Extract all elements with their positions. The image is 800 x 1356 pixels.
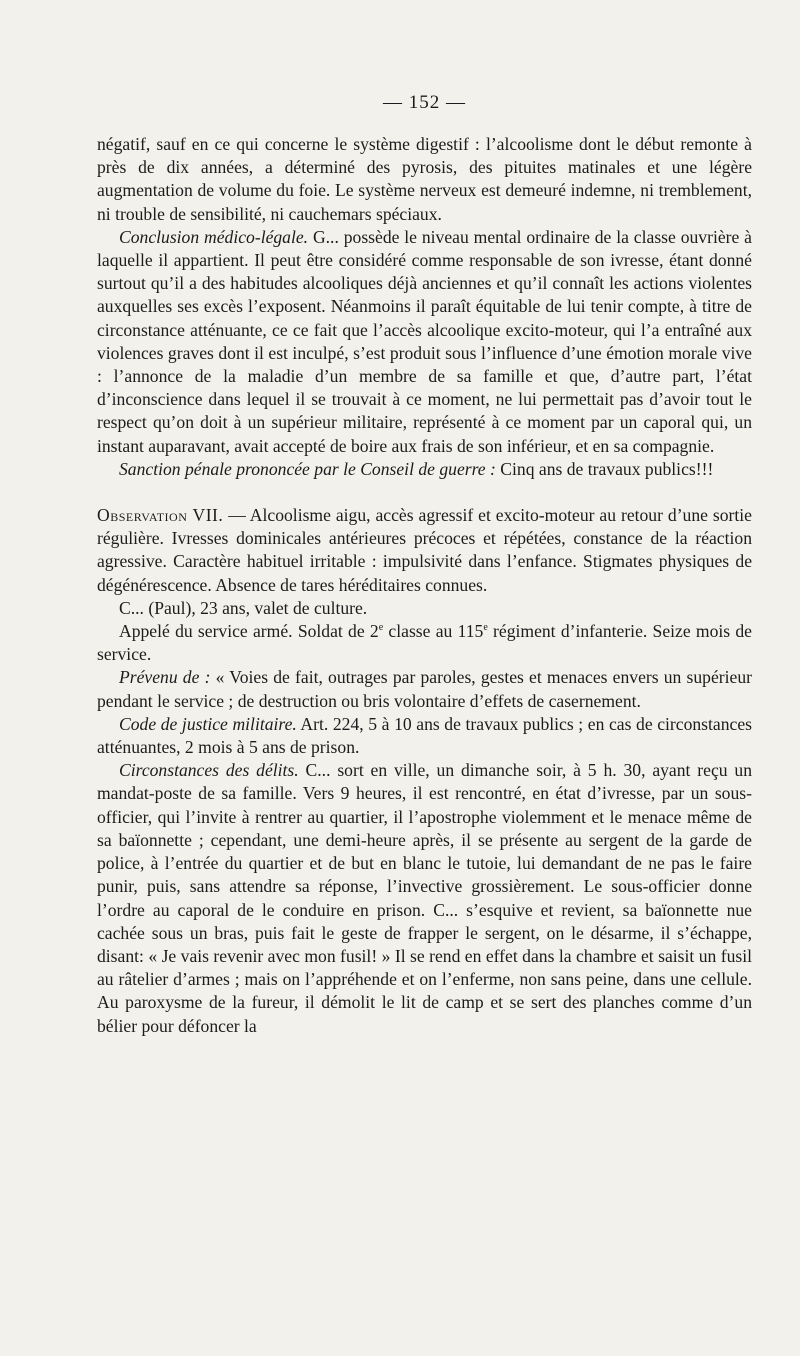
paragraph-penal-sanction [97, 458, 752, 481]
sanction-heading: Sanction pénale prononcée par le Conseil de guerre : [119, 458, 496, 479]
code-text: Art. 224, 5 à 10 ans de travaux publics ; en cas de circonstances atténuantes, 2 mois à 5 ans de prison. [97, 713, 752, 758]
observation-text: — Alcoolisme aigu, accès agressif et excito-moteur au retour d’une sortie régulière. Ivresses dominicales antérieures précoces et répétées, constance de la réaction agressive. Caractère habituel irritable : impulsivité dans l’enfance. Stigmates physiques de dégénérescence. Absence de tares héréditaires connues. [97, 505, 752, 595]
service-text-a: Appelé du service armé. Soldat de 2 [119, 621, 379, 642]
observation-heading: Observation VII. [97, 505, 224, 526]
paragraph-circumstances [97, 759, 752, 1037]
charges-heading: Prévenu de : [119, 667, 211, 688]
sanction-text: Cinq ans de travaux publics!!! [495, 458, 714, 479]
superscript-e: e [483, 622, 488, 634]
paragraph-medico-legal-conclusion [97, 226, 752, 458]
paragraph-military-service [97, 620, 752, 666]
circumstances-heading: Circonstances des délits. [119, 760, 299, 781]
service-text-b: classe au 115 [383, 621, 484, 642]
conclusion-heading: Conclusion médico-légale. [119, 226, 309, 247]
code-heading: Code de justice militaire. [119, 713, 297, 734]
page-number: — 152 — [383, 92, 466, 113]
conclusion-text: G... possède le niveau mental ordinaire de la classe ouvrière à laquelle il appartient. Il peut être considéré comme responsable de son ivresse, étant donné surtout qu’il a des habitudes alcooliques déjà anciennes et qu’il connaît les actions violentes auxquelles ses excès l’exposent. Néanmoins il paraît équitable de lui tenir compte, à titre de circonstance atténuante, ce ce fait que l’accès alcoolique excito-moteur, qui l’a entraîné aux violences graves dont il est inculpé, s’est produit sous l’influence d’une émotion morale vive : l’annonce de la maladie d’un membre de sa famille et que, d’autre part, l’état d’inconscience dans lequel il se trouvait à ce moment, ne lui permettait pas d’avoir tout le respect qu’on doit à un supérieur militaire, représenté à ce moment par un caporal qui, un instant auparavant, avait accepté de boire aux frais de son inférieur, et en sa compagnie. [97, 226, 752, 456]
paragraph-charges [97, 666, 752, 712]
service-text-c: régiment d’infanterie. Seize mois de service. [97, 621, 752, 665]
paragraph-observation-vii [97, 504, 752, 597]
paragraph-patient-identity: C... (Paul), 23 ans, valet de culture. [119, 597, 368, 618]
charges-text: « Voies de fait, outrages par paroles, gestes et menaces envers un supérieur pendant le service ; de destruction ou bris volontaire d’effets de casernement. [97, 667, 752, 711]
circumstances-text: C... sort en ville, un dimanche soir, à 5 h. 30, ayant reçu un mandat-poste de sa famille. Vers 9 heures, il est rencontré, en état d’ivresse, par un sous-officier, qui l’invite à rentrer au quartier, il l’apostrophe violemment et le menace même de sa baïonnette ; cependant, une demi-heure après, il se présente au sergent de la garde de police, à l’entrée du quartier et de but en blanc le tutoie, lui demandant de ne pas le faire punir, puis, sans attendre sa réponse, l’invective grossièrement. Le sous-officier donne l’ordre au caporal de le conduire en prison. C... s’esquive et revient, sa baïonnette nue cachée sous un bras, puis fait le geste de frapper le sergent, on le désarme, il s’échappe, disant: « Je vais revenir avec mon fusil! » Il se rend en effet dans la chambre et saisit un fusil au râtelier d’armes ; mais on l’appréhende et on l’enferme, non sans peine, dans une cellule. Au paroxysme de la fureur, il démolit le lit de camp et se sert des planches comme d’un bélier pour défoncer la [97, 760, 752, 1036]
paragraph-digestive-system: négatif, sauf en ce qui concerne le système digestif : l’alcoolisme dont le début remonte à près de dix années, a déterminé des pyrosis, des pituites matinales et une légère augmentation de volume du foie. Le système nerveux est demeuré indemne, ni tremblement, ni trouble de sensibilité, ni cauchemars spéciaux. [97, 134, 752, 224]
superscript-e: e [378, 622, 384, 634]
paragraph-military-code [97, 713, 752, 759]
